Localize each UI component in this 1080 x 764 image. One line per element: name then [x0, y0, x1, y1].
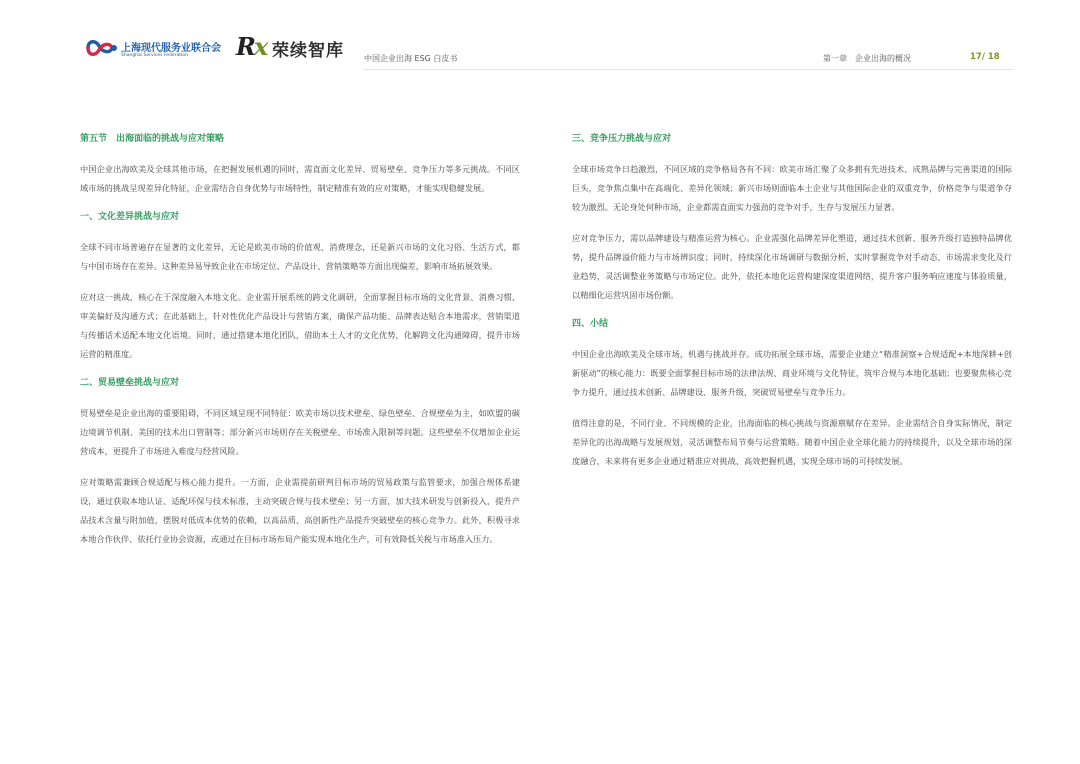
- page-number: 17/ 18: [970, 52, 1000, 62]
- section-title: 第五节 出海面临的挑战与应对策略: [80, 134, 225, 144]
- paragraph: 应对这一挑战，核心在于深度融入本地文化。企业需开展系统的跨文化调研，全面掌握目标市场的文化背景、消费习惯、审美偏好及沟通方式；在此基础上，针对性优化产品设计与营销方案，确保产品功能、品牌表达贴合本地需求，营销渠道与传播话术适配本地文化语境。同时，通过搭建本地化团队，借助本土人才的文化优势，化解跨文化沟通障碍，提升市场运营的精准度。: [80, 292, 520, 359]
- org2-name: 荣续智库: [272, 41, 344, 61]
- heading-cultural-differences: 一、文化差异挑战与应对: [80, 212, 180, 222]
- rx-mark-x: x: [253, 32, 267, 61]
- federation-emblem-icon: [86, 36, 118, 60]
- org1-name-en: Shanghai Services Federation: [121, 53, 188, 58]
- org1-name: 上海现代服务业联合会: [121, 43, 221, 54]
- heading-summary: 四、小结: [572, 319, 609, 329]
- shanghai-services-federation-logo: [86, 36, 226, 64]
- paragraph: 中国企业出海欧美及全球市场，机遇与挑战并存。成功拓展全球市场，需要企业建立“精准洞察+合规适配+本地深耕+创新驱动”的核心能力：既要全面掌握目标市场的法律法规、商业环境与文化特征，筑牢合规与本地化基础；也要聚焦核心竞争力提升，通过技术创新、品牌建设、服务升级，突破贸易壁垒与竞争压力。: [572, 349, 1012, 397]
- paragraph: 全球市场竞争日趋激烈，不同区域的竞争格局各有不同：欧美市场汇聚了众多拥有先进技术、成熟品牌与完善渠道的国际巨头，竞争焦点集中在高端化、差异化领域；新兴市场则面临本土企业与其他国际企业的双重竞争，价格竞争与渠道争夺较为激烈。无论身处何种市场，企业都需直面实力强劲的竞争对手，生存与发展压力显著。: [572, 164, 1012, 212]
- document-title: 中国企业出海 ESG 白皮书: [364, 54, 458, 63]
- heading-competition-pressure: 三、竞争压力挑战与应对: [572, 134, 672, 144]
- chapter-label: 第一章 企业出海的概况: [823, 54, 911, 63]
- paragraph: 应对竞争压力，需以品牌建设与精准运营为核心。企业需强化品牌差异化塑造，通过技术创新、服务升级打造独特品牌优势，提升品牌溢价能力与市场辨识度；同时，持续深化市场调研与数据分析，实时掌握竞争对手动态、市场需求变化及行业趋势，灵活调整业务策略与市场定位。此外，依托本地化运营构建深度渠道网络，提升客户服务响应速度与体验质量，以精细化运营巩固市场份额。: [572, 233, 1012, 300]
- right-column: [572, 132, 1012, 483]
- rx-mark: Rx: [236, 32, 267, 61]
- paragraph: 值得注意的是，不同行业、不同规模的企业，出海面临的核心挑战与资源禀赋存在差异。企业需结合自身实际情况，制定差异化的出海战略与发展规划，灵活调整布局节奏与运营策略。随着中国企业全球化能力的持续提升，以及全球市场的深度融合，未来将有更多企业通过精准应对挑战、高效把握机遇，实现全球市场的可持续发展。: [572, 418, 1012, 466]
- header-divider: [364, 69, 1014, 70]
- paragraph: 贸易壁垒是企业出海的重要阻碍，不同区域呈现不同特征：欧美市场以技术壁垒、绿色壁垒、合规壁垒为主，如欧盟的碳边境调节机制、美国的技术出口管制等；部分新兴市场则存在关税壁垒、市场准入限制等问题。这些壁垒不仅增加企业运营成本，更提升了市场进入难度与经营风险。: [80, 408, 520, 456]
- left-column: [80, 132, 520, 561]
- intro-paragraph: 中国企业出海欧美及全球其他市场，在把握发展机遇的同时，需直面文化差异、贸易壁垒、竞争压力等多元挑战。不同区域市场的挑战呈现差异化特征，企业需结合自身优势与市场特性，制定精准有效的应对策略，才能实现稳健发展。: [80, 164, 520, 193]
- heading-trade-barriers: 二、贸易壁垒挑战与应对: [80, 378, 180, 388]
- paragraph: 全球不同市场普遍存在显著的文化差异，无论是欧美市场的价值观、消费理念，还是新兴市场的文化习俗、生活方式，都与中国市场存在差异。这种差异易导致企业在市场定位、产品设计、营销策略等方面出现偏差，影响市场拓展效果。: [80, 242, 520, 271]
- page-header: [0, 0, 1080, 80]
- paragraph: 应对策略需兼顾合规适配与核心能力提升。一方面，企业需提前研判目标市场的贸易政策与监管要求，加强合规体系建设，通过获取本地认证、适配环保与技术标准，主动突破合规与技术壁垒；另一方面，加大技术研发与创新投入，提升产品技术含量与附加值，摆脱对低成本优势的依赖，以高品质、高创新性产品提升突破壁垒的核心竞争力。此外，积极寻求本地合作伙伴、依托行业协会资源，或通过在目标市场布局产能实现本地化生产，可有效降低关税与市场准入压力。: [80, 477, 520, 544]
